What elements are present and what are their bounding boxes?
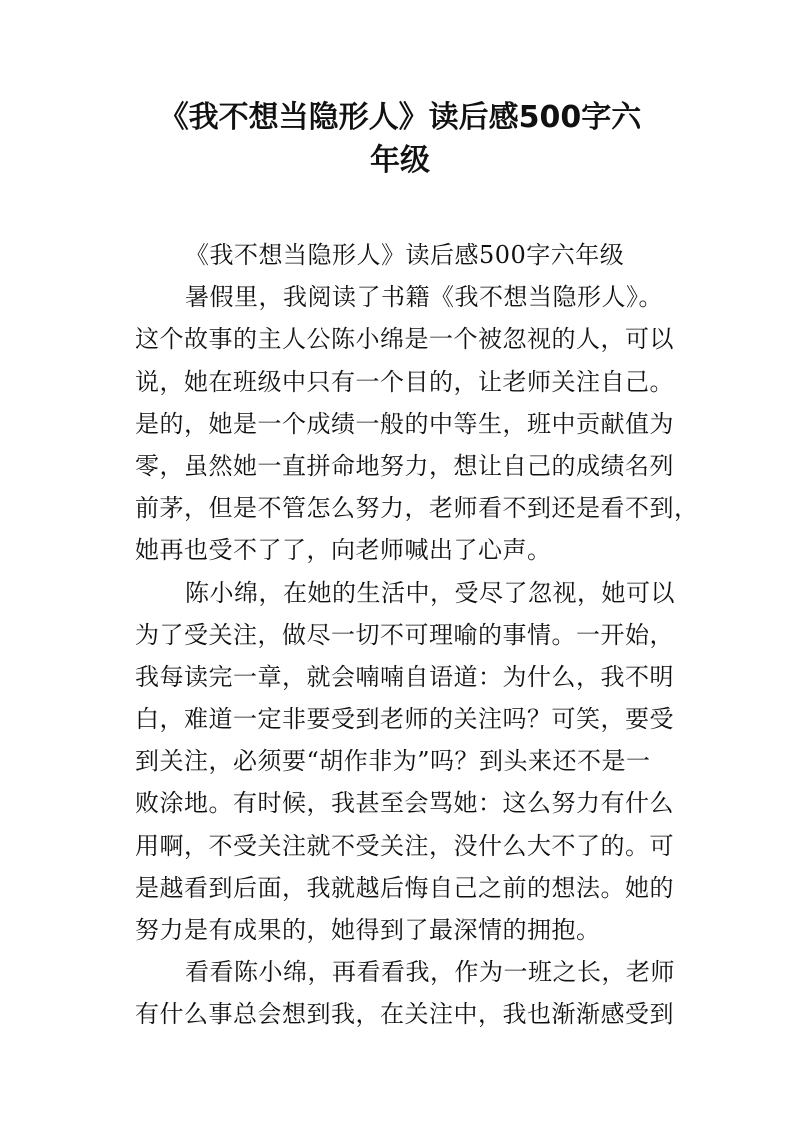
- text-line: 用啊，不受关注就不受关注，没什么大不了的。可: [135, 831, 674, 860]
- document-title-line-2: 年级: [370, 143, 430, 178]
- text-line: 这个故事的主人公陈小绵是一个被忽视的人，可以: [135, 325, 674, 354]
- document-body: [135, 234, 715, 1036]
- text-line: 是的，她是一个成绩一般的中等生，班中贡献值为: [135, 409, 674, 438]
- document-title-line-1: 《我不想当隐形人》读后感500字六: [158, 100, 642, 135]
- document-title: [0, 96, 800, 182]
- text-line: 为了受关注，做尽一切不可理喻的事情。一开始，: [135, 620, 674, 649]
- text-line: 到关注，必须要“胡作非为”吗？到头来还不是一: [135, 747, 651, 776]
- text-line: 我每读完一章，就会喃喃自语道：为什么，我不明: [135, 662, 674, 691]
- text-line: 有什么事总会想到我，在关注中，我也渐渐感受到: [135, 1000, 674, 1029]
- text-line: 败涂地。有时候，我甚至会骂她：这么努力有什么: [135, 789, 674, 818]
- text-line: 前茅，但是不管怎么努力，老师看不到还是看不到，: [135, 494, 699, 523]
- text-line: 是越看到后面，我就越后悔自己之前的想法。她的: [135, 873, 674, 902]
- text-line: 说，她在班级中只有一个目的，让老师关注自己。: [135, 367, 674, 396]
- text-line: 她再也受不了了，向老师喊出了心声。: [135, 536, 552, 565]
- text-line: 白，难道一定非要受到老师的关注吗？可笑，要受: [135, 705, 674, 734]
- text-line: 《我不想当隐形人》读后感500字六年级: [185, 241, 625, 269]
- text-line: 零，虽然她一直拼命地努力，想让自己的成绩名列: [135, 451, 674, 480]
- text-line: 看看陈小绵，再看看我，作为一班之长，老师: [185, 958, 675, 987]
- text-line: 暑假里，我阅读了书籍《我不想当隐形人》。: [185, 283, 663, 312]
- text-line: 努力是有成果的，她得到了最深情的拥抱。: [135, 916, 601, 944]
- text-line: 陈小绵，在她的生活中，受尽了忽视，她可以: [185, 578, 675, 607]
